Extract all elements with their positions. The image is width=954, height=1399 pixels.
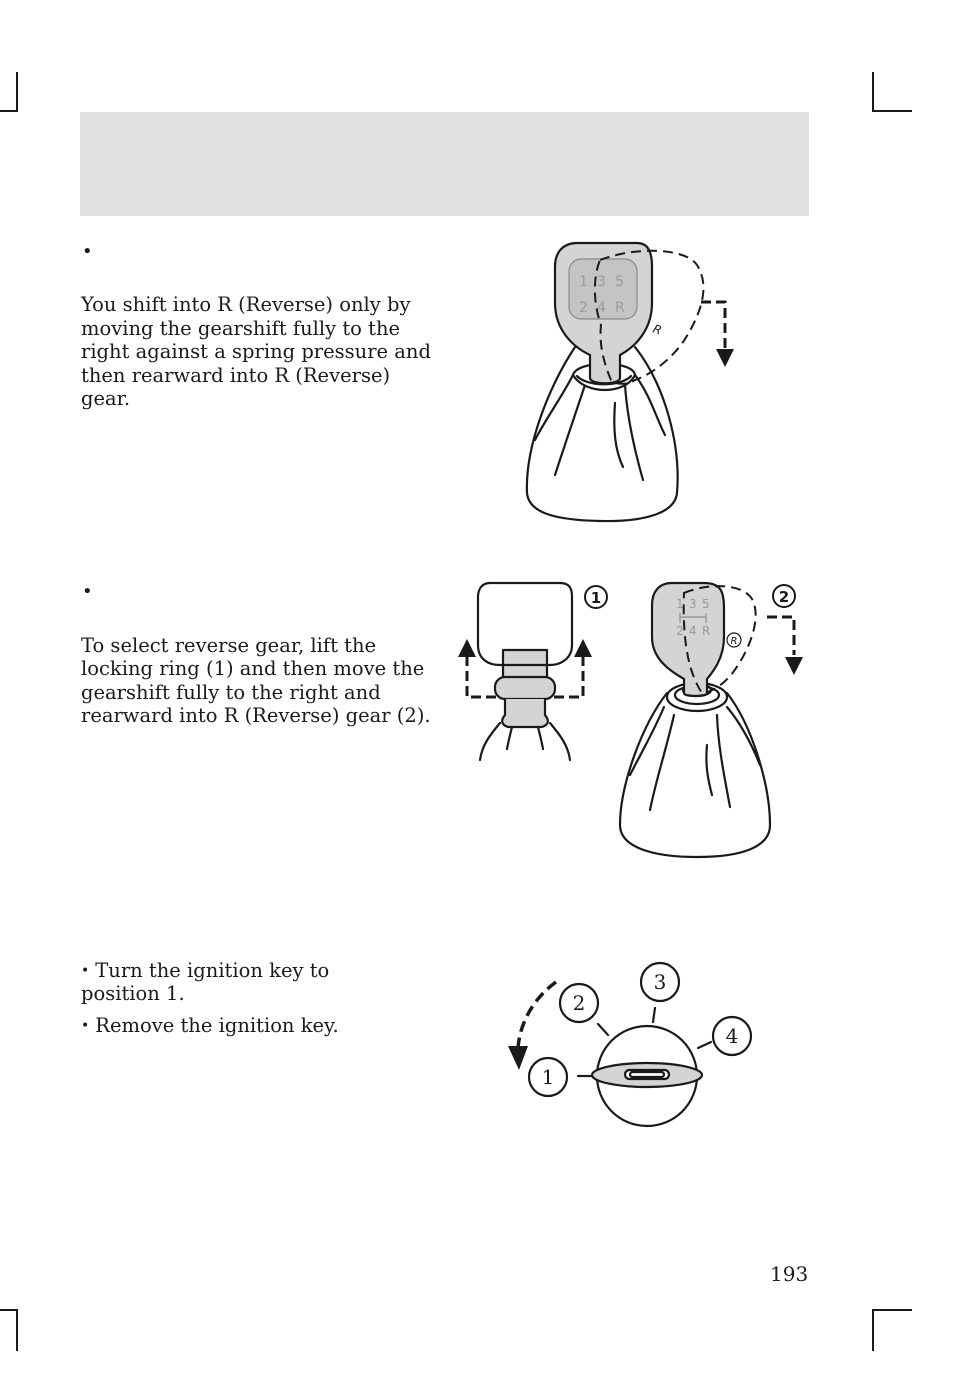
- gear-label-5-b: 5: [702, 597, 710, 611]
- crop-mark-bottom-right-v: [872, 1309, 874, 1351]
- locking-ring-figure: [450, 575, 620, 765]
- boot-left: [480, 723, 500, 760]
- callout-2-label: 2: [778, 588, 790, 606]
- gear-label-4: 4: [597, 300, 606, 316]
- page-number: 193: [770, 1262, 809, 1286]
- section1-line-3: right against a spring pressure and: [81, 340, 431, 363]
- crop-mark-top-right-v: [872, 72, 874, 112]
- section2-line-4: rearward into R (Reverse) gear (2).: [81, 704, 431, 727]
- ignition-key-figure: [500, 960, 760, 1130]
- section3-bullet-2: [81, 1014, 339, 1039]
- crop-mark-bottom-left-v: [16, 1309, 18, 1351]
- turn-direction-arrow: [518, 982, 556, 1048]
- callout-1-label: 1: [590, 589, 602, 607]
- gear-label-4-b: 4: [689, 624, 697, 638]
- reverse-path-arrow: [701, 302, 725, 351]
- header-band: [80, 112, 809, 216]
- bullet-2-text: Remove the ignition key.: [95, 1014, 339, 1037]
- section2-line-1: To select reverse gear, lift the: [81, 634, 377, 657]
- position-tick-4: [698, 1042, 711, 1048]
- reverse-marker: R: [650, 321, 664, 338]
- gear-label-3: 3: [597, 274, 606, 290]
- position-1-label: 1: [541, 1065, 555, 1089]
- section1-line-4: then rearward into R (Reverse): [81, 364, 391, 387]
- boot-right: [550, 723, 570, 760]
- position-tick-2: [598, 1024, 608, 1035]
- gearshift-boot-2: [620, 693, 770, 857]
- arrow-up-right-icon: [574, 639, 592, 657]
- position-3-label: 3: [653, 970, 667, 994]
- boot-fold-4: [635, 375, 665, 435]
- section2-bullet: •: [82, 581, 93, 602]
- reverse-path-arrow-2: [767, 617, 794, 655]
- section3-bullet-1-line-2: position 1.: [81, 982, 185, 1005]
- arrow-down-icon-2: [785, 657, 803, 675]
- position-4-label: 4: [725, 1024, 739, 1048]
- section2-line-2: locking ring (1) and then move the: [81, 657, 425, 680]
- section1-line-2: moving the gearshift fully to the: [81, 317, 401, 340]
- section1-line-1: You shift into R (Reverse) only by: [81, 293, 411, 316]
- crop-mark-top-left-h: [0, 110, 18, 112]
- gear-label-r: R: [615, 300, 625, 316]
- gear-label-1-b: 1: [676, 597, 684, 611]
- bullet-dot: •: [81, 963, 90, 979]
- gearshift-figure-1: [515, 235, 745, 530]
- gear-label-1: 1: [579, 274, 588, 290]
- gearshift-figure-2: [612, 575, 812, 860]
- gear-label-r-b: R: [702, 624, 711, 638]
- gear-label-2-b: 2: [676, 624, 684, 638]
- boot-fold-3: [625, 385, 643, 480]
- reverse-marker-2: R: [730, 636, 738, 647]
- gear-label-2: 2: [579, 300, 588, 316]
- section1-line-5: gear.: [81, 387, 131, 410]
- gear-label-3-b: 3: [689, 597, 697, 611]
- locking-ring: [495, 677, 555, 699]
- position-2-label: 2: [572, 991, 586, 1015]
- position-tick-3: [653, 1008, 655, 1022]
- section1-bullet: •: [82, 241, 93, 262]
- section3-bullet-1-line-1: [81, 959, 329, 984]
- boot-fold-5: [614, 403, 623, 467]
- gearshift-knob-2: [652, 583, 724, 696]
- arrow-down-icon: [716, 349, 734, 367]
- bullet-1-text: Turn the ignition key to: [95, 959, 330, 982]
- crop-mark-bottom-right-h: [872, 1309, 912, 1311]
- gear-label-5: 5: [615, 274, 624, 290]
- arrow-down-left-icon: [508, 1046, 528, 1070]
- section2-line-3: gearshift fully to the right and: [81, 681, 381, 704]
- crop-mark-top-right-h: [872, 110, 912, 112]
- shaft-lower: [502, 699, 548, 727]
- arrow-up-left-icon: [458, 639, 476, 657]
- crop-mark-top-left-v: [16, 72, 18, 112]
- bullet-dot: •: [81, 1018, 90, 1034]
